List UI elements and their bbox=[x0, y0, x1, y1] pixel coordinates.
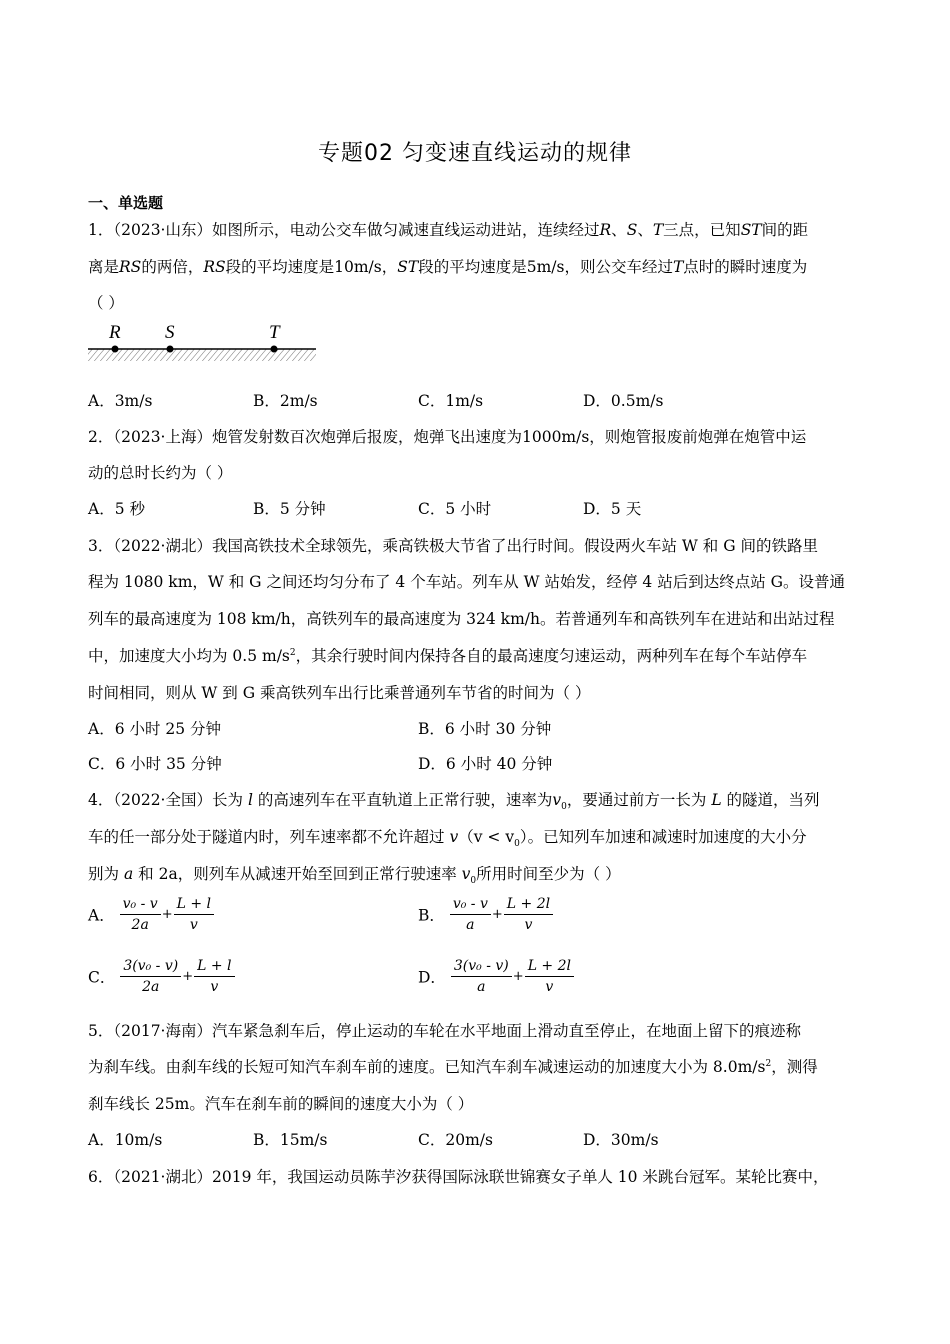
q5-line2: 为刹车线。由刹车线的长短可知汽车刹车前的速度。已知汽车刹车减速运动的加速度大小为 $8.0m/s^2$，测得 bbox=[88, 1058, 818, 1076]
q6-line1: 6．（2021·湖北）2019 年，我国运动员陈芋汐获得国际泳联世锦赛女子单人 10 米跳台冠军。某轮比赛中， bbox=[88, 1168, 829, 1186]
q4-option-d[interactable]: D． $\frac{\text{3(v₀ - v)}}{a}$ + $\frac{L + 2l}{v}$ bbox=[418, 956, 574, 997]
q5-option-c[interactable]: C．20m/s bbox=[418, 1131, 493, 1149]
frac-c2: $\frac{L + l}{v}$ bbox=[194, 956, 234, 997]
frac-b1: $\frac{\text{v₀ - v}}{a}$ bbox=[450, 894, 491, 935]
frac-a1: $\frac{\text{v₀ - v}}{2a}$ bbox=[120, 894, 161, 935]
q5-option-a[interactable]: A．10m/s bbox=[88, 1131, 163, 1149]
q5-option-d[interactable]: D．30m/s bbox=[583, 1131, 659, 1149]
point-r bbox=[112, 346, 119, 353]
q3-option-b[interactable]: B．6 小时 30 分钟 bbox=[418, 720, 552, 738]
q1-line2: 离是RS的两倍，RS段的平均速度是10m/s，ST段的平均速度是5m/s，则公交车经过T点时的瞬时速度为 bbox=[88, 258, 808, 276]
q1-option-c[interactable]: C．1m/s bbox=[418, 392, 484, 410]
q3-line5: 时间相同，则从 W 到 G 乘高铁列车出行比乘普通列车节省的时间为（ ） bbox=[88, 684, 591, 702]
q1-option-a[interactable]: A．3m/s bbox=[88, 392, 153, 410]
q2-option-a[interactable]: A．5 秒 bbox=[88, 500, 145, 518]
frac-c1: $\frac{\text{3(v₀ - v)}}{2a}$ bbox=[120, 956, 181, 997]
q2-option-b[interactable]: B．5 分钟 bbox=[253, 500, 326, 518]
point-t bbox=[271, 346, 278, 353]
frac-b2: $\frac{L + 2l}{v}$ bbox=[504, 894, 553, 935]
q4-option-a[interactable]: A． $\frac{\text{v₀ - v}}{2a}$ + $\frac{L + l}{v}$ bbox=[88, 894, 214, 935]
label-r: R bbox=[109, 322, 121, 343]
point-s bbox=[167, 346, 174, 353]
q1-line1: 1．（2023·山东）如图所示，电动公交车做匀减速直线运动进站，连续经过R、S、T三点，已知ST间的距 bbox=[88, 221, 809, 239]
label-s: S bbox=[165, 322, 175, 343]
label-t: T bbox=[269, 322, 280, 343]
q1-option-b[interactable]: B．2m/s bbox=[253, 392, 318, 410]
q4-line1: 4．（2022·全国）长为 l 的高速列车在平直轨道上正常行驶，速率为$v_0$，要通过前方一长为 L 的隧道，当列 bbox=[88, 791, 820, 813]
q5-line1: 5．（2017·海南）汽车紧急刹车后，停止运动的车轮在水平地面上滑动直至停止，在地面上留下的痕迹称 bbox=[88, 1022, 801, 1040]
page-title: 专题02 匀变速直线运动的规律 bbox=[318, 141, 632, 166]
q3-line3: 列车的最高速度为 108 km/h，高铁列车的最高速度为 324 km/h。若普通列车和高铁列车在进站和出站过程 bbox=[88, 610, 835, 628]
q3-line4: 中，加速度大小均为 0.5 $m/s^2$，其余行驶时间内保持各自的最高速度匀速运动，两种列车在每个车站停车 bbox=[88, 647, 808, 665]
frac-d2: $\frac{L + 2l}{v}$ bbox=[525, 956, 574, 997]
q4-line2: 车的任一部分处于隧道内时，列车速率都不允许超过 $v(v < v_0)$。已知列车加速和减速时加速度的大小分 bbox=[88, 828, 807, 850]
q3-line2: 程为 1080 km，W 和 G 之间还均匀分布了 4 个车站。列车从 W 站始发，经停 4 站后到达终点站 G。设普通 bbox=[88, 573, 846, 591]
q2-option-d[interactable]: D．5 天 bbox=[583, 500, 642, 518]
q3-option-d[interactable]: D．6 小时 40 分钟 bbox=[418, 755, 553, 773]
q2-line2: 动的总时长约为（ ） bbox=[88, 464, 233, 482]
section-heading: 一、单选题 bbox=[88, 194, 164, 212]
q2-line1: 2．（2023·上海）炮管发射数百次炮弹后报废，炮弹飞出速度为1000m/s，则炮管报废前炮弹在炮管中运 bbox=[88, 428, 807, 446]
q1-figure bbox=[88, 318, 320, 368]
q1-option-d[interactable]: D．0.5m/s bbox=[583, 392, 664, 410]
q4-option-c[interactable]: C． $\frac{\text{3(v₀ - v)}}{2a}$ + $\frac{L + l}{v}$ bbox=[88, 956, 235, 997]
q1-line3: （ ） bbox=[88, 294, 124, 312]
frac-d1: $\frac{\text{3(v₀ - v)}}{a}$ bbox=[451, 956, 512, 997]
ground-hatch bbox=[88, 349, 316, 361]
q5-line3: 刹车线长 25m。汽车在刹车前的瞬间的速度大小为（ ） bbox=[88, 1095, 474, 1113]
frac-a2: $\frac{L + l}{v}$ bbox=[174, 894, 214, 935]
q3-line1: 3．（2022·湖北）我国高铁技术全球领先，乘高铁极大节省了出行时间。假设两火车站 W 和 G 间的铁路里 bbox=[88, 537, 819, 555]
q4-option-b[interactable]: B． $\frac{\text{v₀ - v}}{a}$ + $\frac{L + 2l}{v}$ bbox=[418, 894, 553, 935]
q3-option-a[interactable]: A．6 小时 25 分钟 bbox=[88, 720, 222, 738]
q4-line3: 别为 a 和 2a，则列车从减速开始至回到正常行驶速率 $v_0$所用时间至少为（ ） bbox=[88, 865, 621, 887]
q2-option-c[interactable]: C．5 小时 bbox=[418, 500, 492, 518]
q3-option-c[interactable]: C．6 小时 35 分钟 bbox=[88, 755, 222, 773]
q5-option-b[interactable]: B．15m/s bbox=[253, 1131, 328, 1149]
